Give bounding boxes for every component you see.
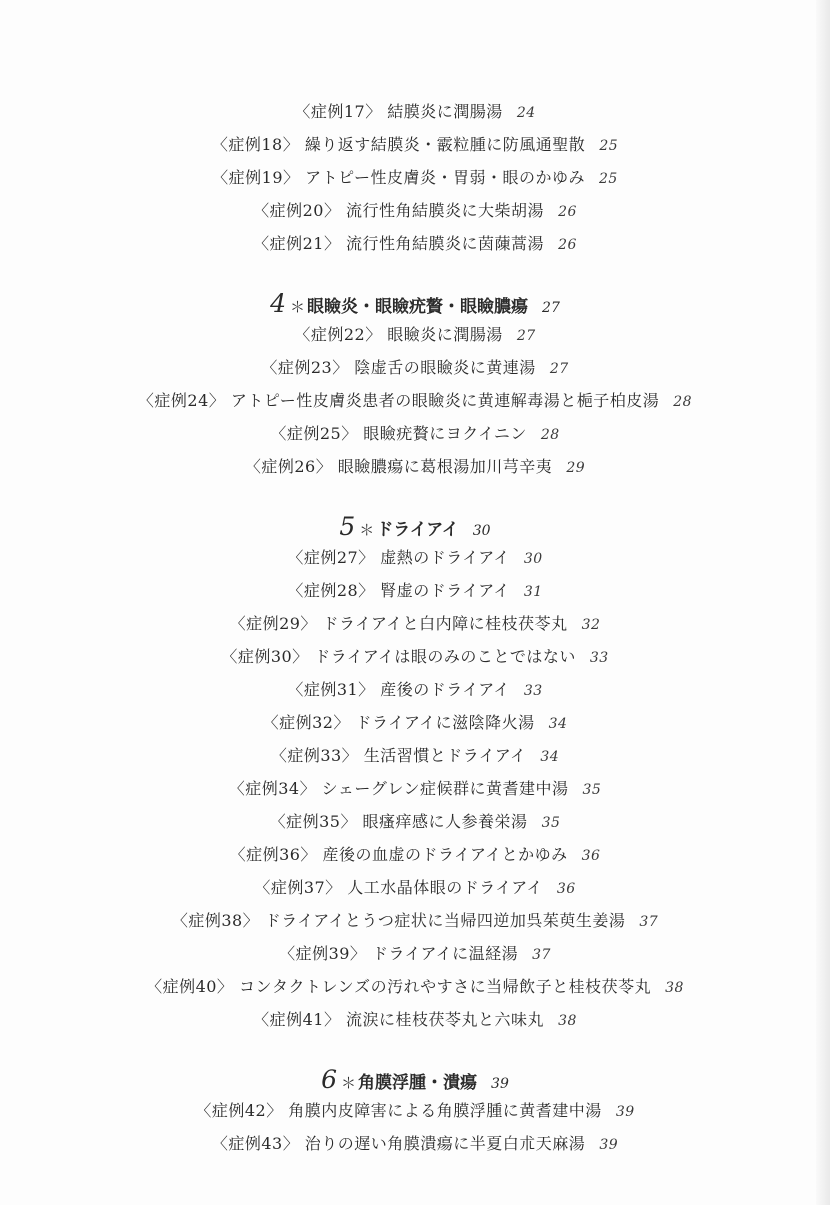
toc-entry (0, 1128, 830, 1161)
entry-label: 〈症例39〉 ドライアイに温経湯 (279, 944, 519, 963)
section-spacer (0, 1037, 830, 1065)
entry-page-number: 28 (673, 394, 693, 410)
entry-label: 〈症例25〉 眼瞼疣贅にヨクイニン (270, 424, 527, 443)
toc-entry (0, 418, 830, 451)
entry-label: 〈症例22〉 眼瞼炎に潤腸湯 (294, 325, 503, 344)
toc-section (0, 96, 830, 261)
toc-entry (0, 674, 830, 707)
toc-entry (0, 1004, 830, 1037)
entry-page-number: 34 (548, 716, 568, 732)
toc-entry (0, 575, 830, 608)
toc-entry (0, 162, 830, 195)
section-spacer (0, 261, 830, 289)
section-number: 4 (270, 289, 287, 318)
entry-label: 〈症例33〉 生活習慣とドライアイ (270, 746, 527, 765)
entry-page-number: 37 (532, 947, 551, 963)
entry-page-number: 29 (566, 460, 586, 476)
entry-label: 〈症例19〉 アトピー性皮膚炎・胃弱・眼のかゆみ (212, 168, 585, 187)
section-number: 5 (339, 512, 356, 541)
section-page-number: 27 (542, 300, 560, 316)
entry-page-number: 36 (581, 848, 601, 864)
section-heading (0, 512, 830, 542)
entry-label: 〈症例26〉 眼瞼膿瘍に葛根湯加川芎辛夷 (244, 457, 553, 476)
toc-entry (0, 905, 830, 938)
entry-page-number: 39 (599, 1137, 619, 1153)
section-number: 6 (321, 1065, 338, 1094)
entry-page-number: 38 (665, 980, 684, 996)
entry-label: 〈症例31〉 産後のドライアイ (287, 680, 510, 699)
entry-page-number: 38 (558, 1013, 577, 1029)
entry-page-number: 31 (523, 584, 543, 600)
entry-label: 〈症例37〉 人工水晶体眼のドライアイ (254, 878, 543, 897)
toc-entry (0, 451, 830, 484)
toc-section (0, 484, 830, 1037)
toc-entry (0, 641, 830, 674)
entry-label: 〈症例41〉 流涙に桂枝茯苓丸と六味丸 (253, 1010, 545, 1029)
entry-label: 〈症例36〉 産後の血虚のドライアイとかゆみ (229, 845, 568, 864)
section-heading (0, 289, 830, 319)
entry-label: 〈症例38〉 ドライアイとうつ症状に当帰四逆加呉茱萸生姜湯 (171, 911, 626, 930)
section-heading (0, 1065, 830, 1095)
entry-label: 〈症例43〉 治りの遅い角膜潰瘍に半夏白朮天麻湯 (211, 1134, 586, 1153)
entry-page-number: 30 (523, 551, 543, 567)
entry-page-number: 25 (599, 138, 619, 154)
entry-page-number: 37 (639, 914, 659, 930)
section-title: ドライアイ (376, 520, 459, 540)
entry-page-number: 34 (540, 749, 560, 765)
entry-label: 〈症例42〉 角膜内皮障害による角膜浮腫に黄耆建中湯 (195, 1101, 602, 1120)
entry-page-number: 39 (615, 1104, 635, 1120)
section-title: 角膜浮腫・潰瘍 (358, 1073, 478, 1093)
entry-page-number: 28 (540, 427, 560, 443)
entry-label: 〈症例40〉 コンタクトレンズの汚れやすさに当帰飲子と桂枝茯苓丸 (146, 977, 652, 996)
toc-entry (0, 228, 830, 261)
toc-entry (0, 938, 830, 971)
entry-label: 〈症例23〉 陰虚舌の眼瞼炎に黄連湯 (261, 358, 536, 377)
section-page-number: 39 (491, 1076, 509, 1092)
entry-label: 〈症例30〉 ドライアイは眼のみのことではない (221, 647, 576, 666)
toc-entry (0, 542, 830, 575)
section-marker: ＊ (359, 521, 375, 539)
entry-label: 〈症例24〉 アトピー性皮膚炎患者の眼瞼炎に黄連解毒湯と梔子柏皮湯 (137, 391, 660, 410)
section-marker: ＊ (290, 298, 306, 316)
toc-entry (0, 971, 830, 1004)
toc-entry (0, 608, 830, 641)
entry-page-number: 25 (598, 171, 618, 187)
entry-label: 〈症例29〉 ドライアイと白内障に桂枝茯苓丸 (229, 614, 568, 633)
entry-label: 〈症例34〉 シェーグレン症候群に黄耆建中湯 (228, 779, 569, 798)
toc-section (0, 261, 830, 484)
entry-page-number: 35 (582, 782, 602, 798)
entry-page-number: 36 (556, 881, 576, 897)
toc-entry (0, 352, 830, 385)
toc-entry (0, 1095, 830, 1128)
entry-page-number: 32 (581, 617, 601, 633)
entry-page-number: 26 (558, 204, 577, 220)
toc-entry (0, 773, 830, 806)
section-marker: ＊ (341, 1074, 357, 1092)
section-page-number: 30 (472, 523, 491, 539)
entry-label: 〈症例32〉 ドライアイに滋陰降火湯 (262, 713, 535, 732)
entry-page-number: 24 (516, 105, 536, 121)
entry-page-number: 33 (589, 650, 609, 666)
entry-page-number: 26 (558, 237, 577, 253)
toc-entry (0, 740, 830, 773)
entry-page-number: 27 (516, 328, 536, 344)
entry-label: 〈症例20〉 流行性角結膜炎に大柴胡湯 (253, 201, 545, 220)
toc-entry (0, 195, 830, 228)
toc-entry (0, 806, 830, 839)
entry-label: 〈症例27〉 虚熱のドライアイ (287, 548, 510, 567)
section-title: 眼瞼炎・眼瞼疣贅・眼瞼膿瘍 (307, 297, 529, 317)
table-of-contents (0, 96, 830, 1161)
toc-entry (0, 385, 830, 418)
toc-entry (0, 839, 830, 872)
entry-page-number: 35 (541, 815, 561, 831)
toc-entry (0, 129, 830, 162)
toc-entry (0, 96, 830, 129)
toc-section (0, 1037, 830, 1161)
section-spacer (0, 484, 830, 512)
toc-entry (0, 319, 830, 352)
entry-page-number: 33 (523, 683, 543, 699)
entry-label: 〈症例28〉 腎虚のドライアイ (287, 581, 510, 600)
entry-label: 〈症例17〉 結膜炎に潤腸湯 (294, 102, 503, 121)
toc-entry (0, 707, 830, 740)
entry-label: 〈症例35〉 眼瘙痒感に人参養栄湯 (269, 812, 528, 831)
entry-label: 〈症例18〉 繰り返す結膜炎・霰粒腫に防風通聖散 (211, 135, 586, 154)
entry-label: 〈症例21〉 流行性角結膜炎に茵蔯蒿湯 (253, 234, 545, 253)
toc-entry (0, 872, 830, 905)
entry-page-number: 27 (549, 361, 569, 377)
